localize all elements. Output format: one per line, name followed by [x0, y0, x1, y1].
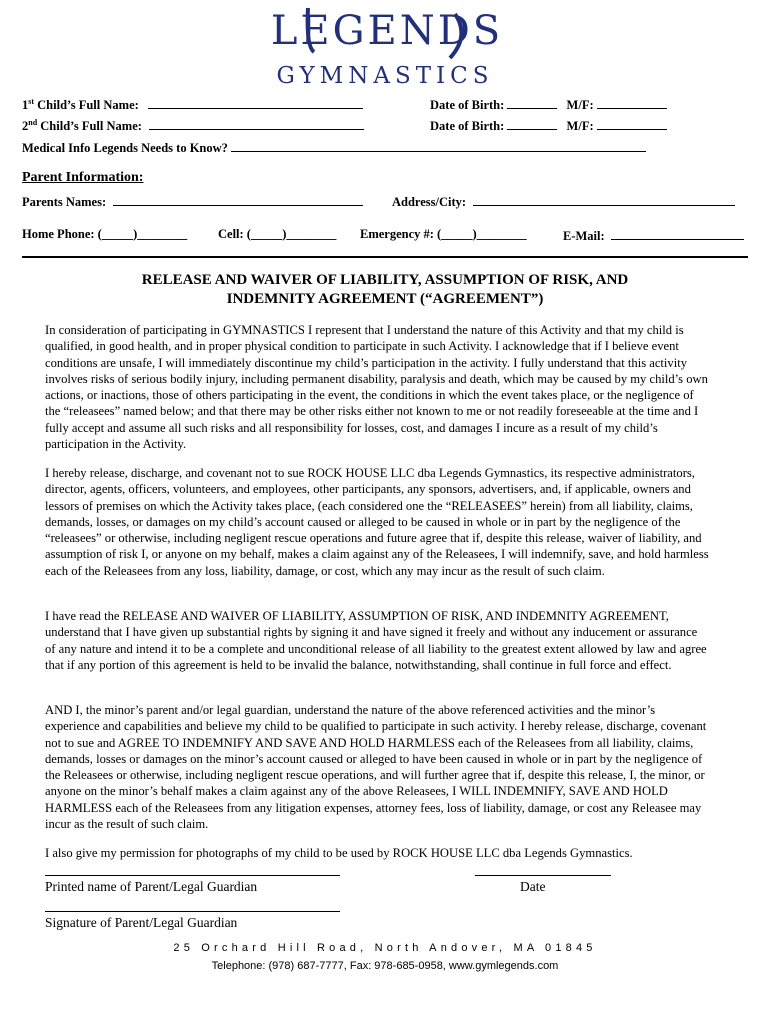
- footer-contact: Telephone: (978) 687-7777, Fax: 978-685-0958, www.gymlegends.com: [211, 960, 559, 972]
- agreement-paragraph-1: In consideration of participating in GYMNASTICS I represent that I understand the nature of this Activity and that my child is qualified, in good health, and in proper physical condition to participate in such Activity. I acknowledge that if I believe event conditions are unsafe, I will immediately discontinue my child’s participation in the activity. I fully understand that this activity involves risks of serious bodily injury, including permanent disability, paralysis and death, which may be caused by my child’s own actions, or inactions, those of others participating in the event, the conditions in which the event takes place, or the negligence of the “releasees” named below; and that there may be other risks either not known to me or not readily foreseeable at the time and I fully accept and assume all such risks and all responsibility for losses, cost, and damages I incure as a result of my child’s participation in the Activity.: [45, 323, 708, 452]
- emergency-phone-field[interactable]: [360, 227, 527, 242]
- child2-name-label: Child’s Full Name:: [40, 119, 142, 133]
- logo-gymnastics-text: GYMNASTICS: [276, 63, 494, 89]
- medical-info-line[interactable]: [231, 139, 646, 152]
- parents-names-line[interactable]: [113, 193, 363, 206]
- logo-legends-text: LEGENDS: [270, 8, 504, 54]
- child2-dob-line[interactable]: [507, 117, 557, 130]
- agreement-title-line1: RELEASE AND WAIVER OF LIABILITY, ASSUMPTION OF RISK, AND: [141, 272, 629, 288]
- printed-name-label: Printed name of Parent/Legal Guardian: [45, 879, 258, 894]
- agreement-paragraph-4: AND I, the minor’s parent and/or legal guardian, understand the nature of the above referenced activities and the minor’s experience and capabilities and believe my child to be qualified to participate in such activity. I hereby release, discharge, covenant not to sue and AGREE TO INDEMNIFY AND SAVE AND HOLD HARMLESS each of the Releasees from all liability, claims, demands, losses or damages on the minor’s account caused or alleged to have been caused in whole or in part by the negligence of the Releasees or otherwise, including negligent rescue operations, and will further agree that if, despite this release, I, the minor, or anyone on the minor’s behalf makes a claim against any of the above Releasees, I WILL INDEMNIFY, SAVE AND HOLD HARMLESS each of the Releasees from any litigation expenses, attorney fees, loss of liability, damage, or cost any Releasee may incur as the result of such claim.: [45, 703, 707, 832]
- agreement-title: [0, 271, 770, 309]
- cell-phone-field[interactable]: [218, 227, 336, 242]
- child1-mf-label: M/F:: [566, 98, 594, 112]
- signature-line[interactable]: [45, 911, 340, 912]
- email-label: E-Mail:: [563, 229, 605, 243]
- agreement-paragraph-3: I have read the RELEASE AND WAIVER OF LIABILITY, ASSUMPTION OF RISK, AND INDEMNITY AGREEMENT, understand that I have given up substantial rights by signing it and have signed it freely and without any inducement or assurance of any nature and intend it to be a complete and unconditional release of all liability to the greatest extent allowed by law and agree that if any portion of this agreement is held to be invalid the balance, notwithstanding, shall continue in full force and effect.: [45, 609, 707, 672]
- legends-wordmark: [270, 0, 504, 62]
- emergency-label: Emergency #: (_____)________: [360, 227, 527, 241]
- child2-name-line[interactable]: [149, 117, 364, 130]
- printed-name-line[interactable]: [45, 875, 340, 876]
- child1-name-field[interactable]: 1st Child’s Full Name:: [22, 96, 363, 113]
- child2-dob-label: Date of Birth:: [430, 119, 505, 133]
- medical-info-label: Medical Info Legends Needs to Know?: [22, 141, 228, 155]
- date-label: Date: [520, 879, 546, 894]
- home-phone-label: Home Phone: (_____)________: [22, 227, 188, 241]
- parent-information-heading: Parent Information:: [22, 170, 144, 185]
- signature-label: Signature of Parent/Legal Guardian: [45, 915, 238, 930]
- agreement-paragraph-2: I hereby release, discharge, and covenant not to sue ROCK HOUSE LLC dba Legends Gymnastics, its respective administrators, director, agents, officers, volunteers, and employees, other participants, any sponsors, advertisers, and, if applicable, owners and lessors of premises on which the Activity takes place, (each considered one the “RELEASEES” herein) from all liability, claims, demands, losses, or damages on my child’s account caused or alleged to be caused in whole or in part by the negligence of the “releasees” or otherwise, including negligent rescue operations and future agree that if, despite this release, waiver of liability, and assumption of risk I, or anyone on my behalf, makes a claim against any of the Releasees, I will indemnify, save, and hold harmless each of the Releasees from any loss, liability, damage, or cost, which any may incur as the result of such claim.: [45, 466, 709, 578]
- date-line[interactable]: [475, 875, 611, 876]
- email-line[interactable]: [611, 227, 744, 240]
- child1-dob-line[interactable]: [507, 96, 557, 109]
- child1-dob-field[interactable]: [430, 96, 667, 113]
- home-phone-field[interactable]: [22, 227, 187, 242]
- section-divider: [22, 256, 748, 258]
- photo-permission-paragraph: I also give my permission for photographs of my child to be used by ROCK HOUSE LLC dba Legends Gymnastics.: [45, 846, 633, 860]
- child1-mf-line[interactable]: [597, 96, 667, 109]
- address-label: Address/City:: [392, 195, 467, 209]
- address-line[interactable]: [473, 193, 735, 206]
- medical-info-field[interactable]: [22, 139, 646, 156]
- email-field[interactable]: [563, 227, 744, 244]
- agreement-title-line2: INDEMNITY AGREEMENT (“AGREEMENT”): [226, 291, 544, 307]
- child1-name-line[interactable]: [148, 96, 363, 109]
- child1-dob-label: Date of Birth:: [430, 98, 505, 112]
- legends-gymnastics-logo: [0, 0, 770, 92]
- parents-names-label: Parents Names:: [22, 195, 107, 209]
- child1-name-label: Child’s Full Name:: [37, 98, 139, 112]
- child2-mf-line[interactable]: [597, 117, 667, 130]
- child2-dob-field[interactable]: [430, 117, 667, 134]
- child2-mf-label: M/F:: [566, 119, 594, 133]
- child2-name-field[interactable]: 2nd Child’s Full Name:: [22, 117, 364, 134]
- address-field[interactable]: [392, 193, 735, 210]
- footer-address: 25 Orchard Hill Road, North Andover, MA 01845: [173, 942, 597, 954]
- cell-label: Cell: (_____)________: [218, 227, 337, 241]
- parents-names-field[interactable]: [22, 193, 363, 210]
